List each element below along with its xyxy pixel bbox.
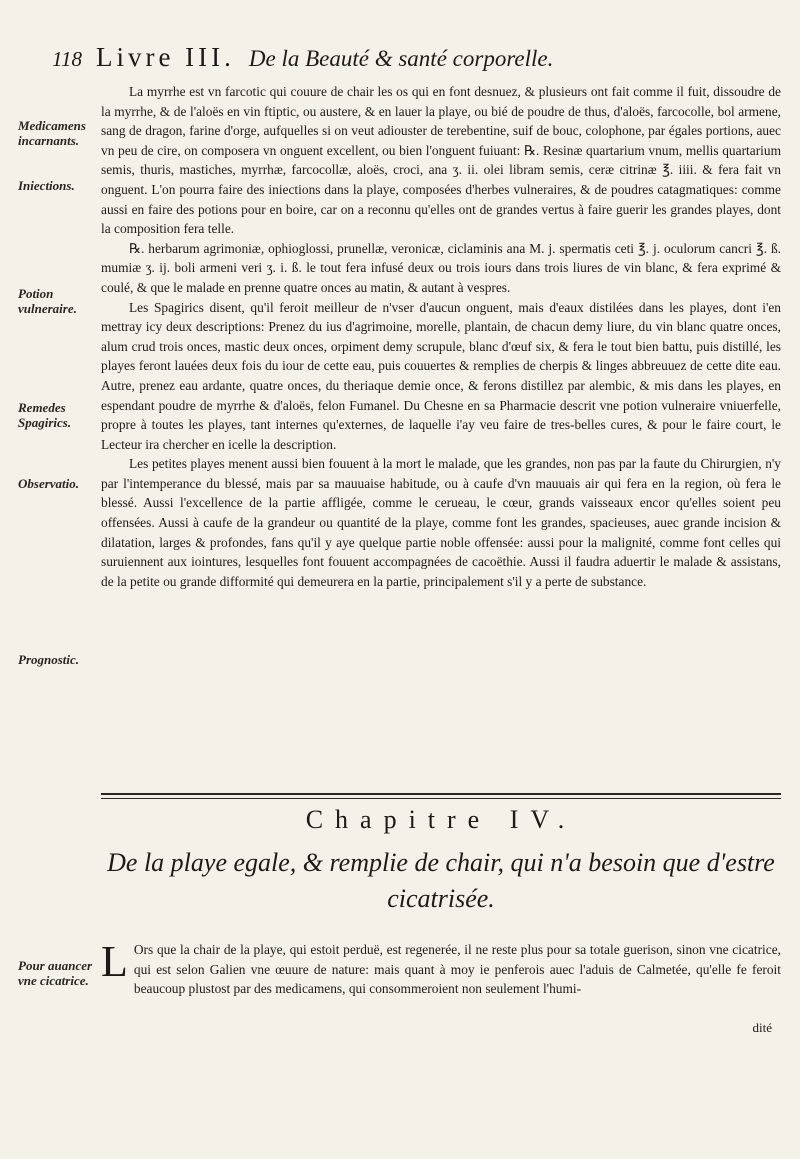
margin-note: Potion vulneraire. — [18, 286, 77, 316]
main-text — [101, 82, 781, 591]
page-number: 118 — [52, 47, 82, 71]
chapter-heading: Chapitre IV. — [305, 805, 577, 834]
margin-note: Pour auancer vne cicatrice. — [18, 958, 93, 988]
margin-notes — [18, 0, 100, 1159]
catchword: dité — [752, 1020, 772, 1035]
running-head — [52, 42, 772, 80]
margin-note: Iniections. — [18, 178, 75, 193]
book-label: Livre III. — [95, 42, 235, 72]
chapter-paragraph: Ors que la chair de la playe, qui estoit perduë, est regenerée, il ne reste plus pour sa totale guerison, sinon vne cicatrice, qui est selon Galien vne œuure de nature: mais quant à moy ie penferois auec l'aduis de Calmetée, qu'elle fe feroit beaucoup plustost par des medicamens, qui consommeroient non seulement l'humi- — [133, 942, 781, 997]
section-rule — [101, 793, 781, 799]
chapter-text — [101, 937, 781, 999]
margin-note: Medicamens incarnants. — [18, 118, 86, 148]
paragraph: Les petites playes menent aussi bien fouuent à la mort le malade, que les grandes, non pas par la faute du Chirurgien, n'y par l'intemperance du blessé, mais par sa mauuaise habitude, ou à caufe d'vn mauuais air qui fera en la region, où fera le blessé. Aussi l'excellence de la partie affligée, comme le cerueau, le cœur, grands vaisseaux encor qu'elles soient peu offensées. Aussi à caufe de la grandeur ou quantité de la playe, comme font les grandes, spacieuses, auec grande incision & dilatation, larges & profondes, fans qu'il y aye quelque partie noble offensée: aussi pour la malignité, comme font celles qui suruiennent aux iointures, lesquelles font fouuent accompagnées de cacoëthie. Aussi il faudra aduertir le malade & assistans, de la petite ou grande difformité qui demeurera en la partie, principalement s'il y a perte de substance. — [101, 456, 781, 589]
margin-note: Remedes Spagirics. — [18, 400, 72, 430]
margin-note: Prognostic. — [18, 652, 80, 667]
paragraph: La myrrhe est vn farcotic qui couure de chair les os qui en font desnuez, & plusieurs ont fait comme il fuit, dissoudre de la myrrhe, & de l'aloës en vin ftiptic, ou austere, & en lauer la playe, ou bié de poudre de thus, d'aloës, farcocolle, bol armene, sang de dragon, farine d'orge, aufquelles si on veut adiouster de terebentine, suif de bouc, colophone, par égales portions, auec vn peu de cire, on composera vn onguent excellent, ou bien l'onguent fuiuant: ℞. Resinæ quartarium vnum, mellis quartarium semis, thuris, mastiches, myrrhæ, farcocollæ, aloës, croci, ana ʒ. ii. olei libram semis, ceræ citrinæ ℥. iiii. & fera fait vn onguent. L'on pourra faire des iniections dans la playe, composées d'herbes vulneraires, & de poudres catagmatiques: comme aussi en faire des potions pour en boire, car on a reconnu qu'elles ont de grandes vertus à faire guerir les grandes playes, dont la composition fera telle. — [101, 84, 781, 237]
running-title: De la Beauté & santé corporelle. — [248, 46, 554, 71]
chapter-title: De la playe egale, & remplie de chair, qui n'a besoin que d'estre cicatrisée. — [107, 848, 775, 913]
drop-capital: L — [101, 937, 128, 986]
paragraph: ℞. herbarum agrimoniæ, ophioglossi, prunellæ, veronicæ, ciclaminis ana M. j. spermatis ceti ℥. j. oculorum cancri ℥. ß. mumiæ ʒ. ij. boli armeni veri ʒ. i. ß. le tout fera infusé deux ou trois iours dans trois liures de vin blanc, & fera exprimé & coulé, & que le malade en prenne quatre onces au matin, & autant à vespres. — [101, 240, 781, 295]
paragraph: Les Spagirics disent, qu'il feroit meilleur de n'vser d'aucun onguent, mais d'eaux distilées dans les playes, dont i'en mettray icy deux descriptions: Prenez du ius d'agrimoine, morelle, plantain, de chacun demy liure, du vin blanc quatre onces, alum crud trois onces, mastic deux onces, orpiment demy scrupule, blanc d'œuf six, & fera le tout bien battu, puis distillé, les playes feront lauées deux fois du iour de cette eau, puis couuertes & remplies de cherpis & linges abbreuuez de cette dite eau. Autre, prenez eau ardante, quatre onces, du theriaque demie once, & ferons distillez par alembic, & mis dans les playes, en espendant poudre de myrrhe & d'aloës, felon Fumanel. Du Chesne en sa Pharmacie descrit vne potion vulneraire vniuerfelle, propre à toutes les playes, tant internes qu'externes, de laquelle i'ay veu faire de tres-belles cures, & pour le faire court, le Lecteur ira chercher en icelle la description. — [101, 299, 781, 452]
margin-note: Observatio. — [18, 476, 80, 491]
